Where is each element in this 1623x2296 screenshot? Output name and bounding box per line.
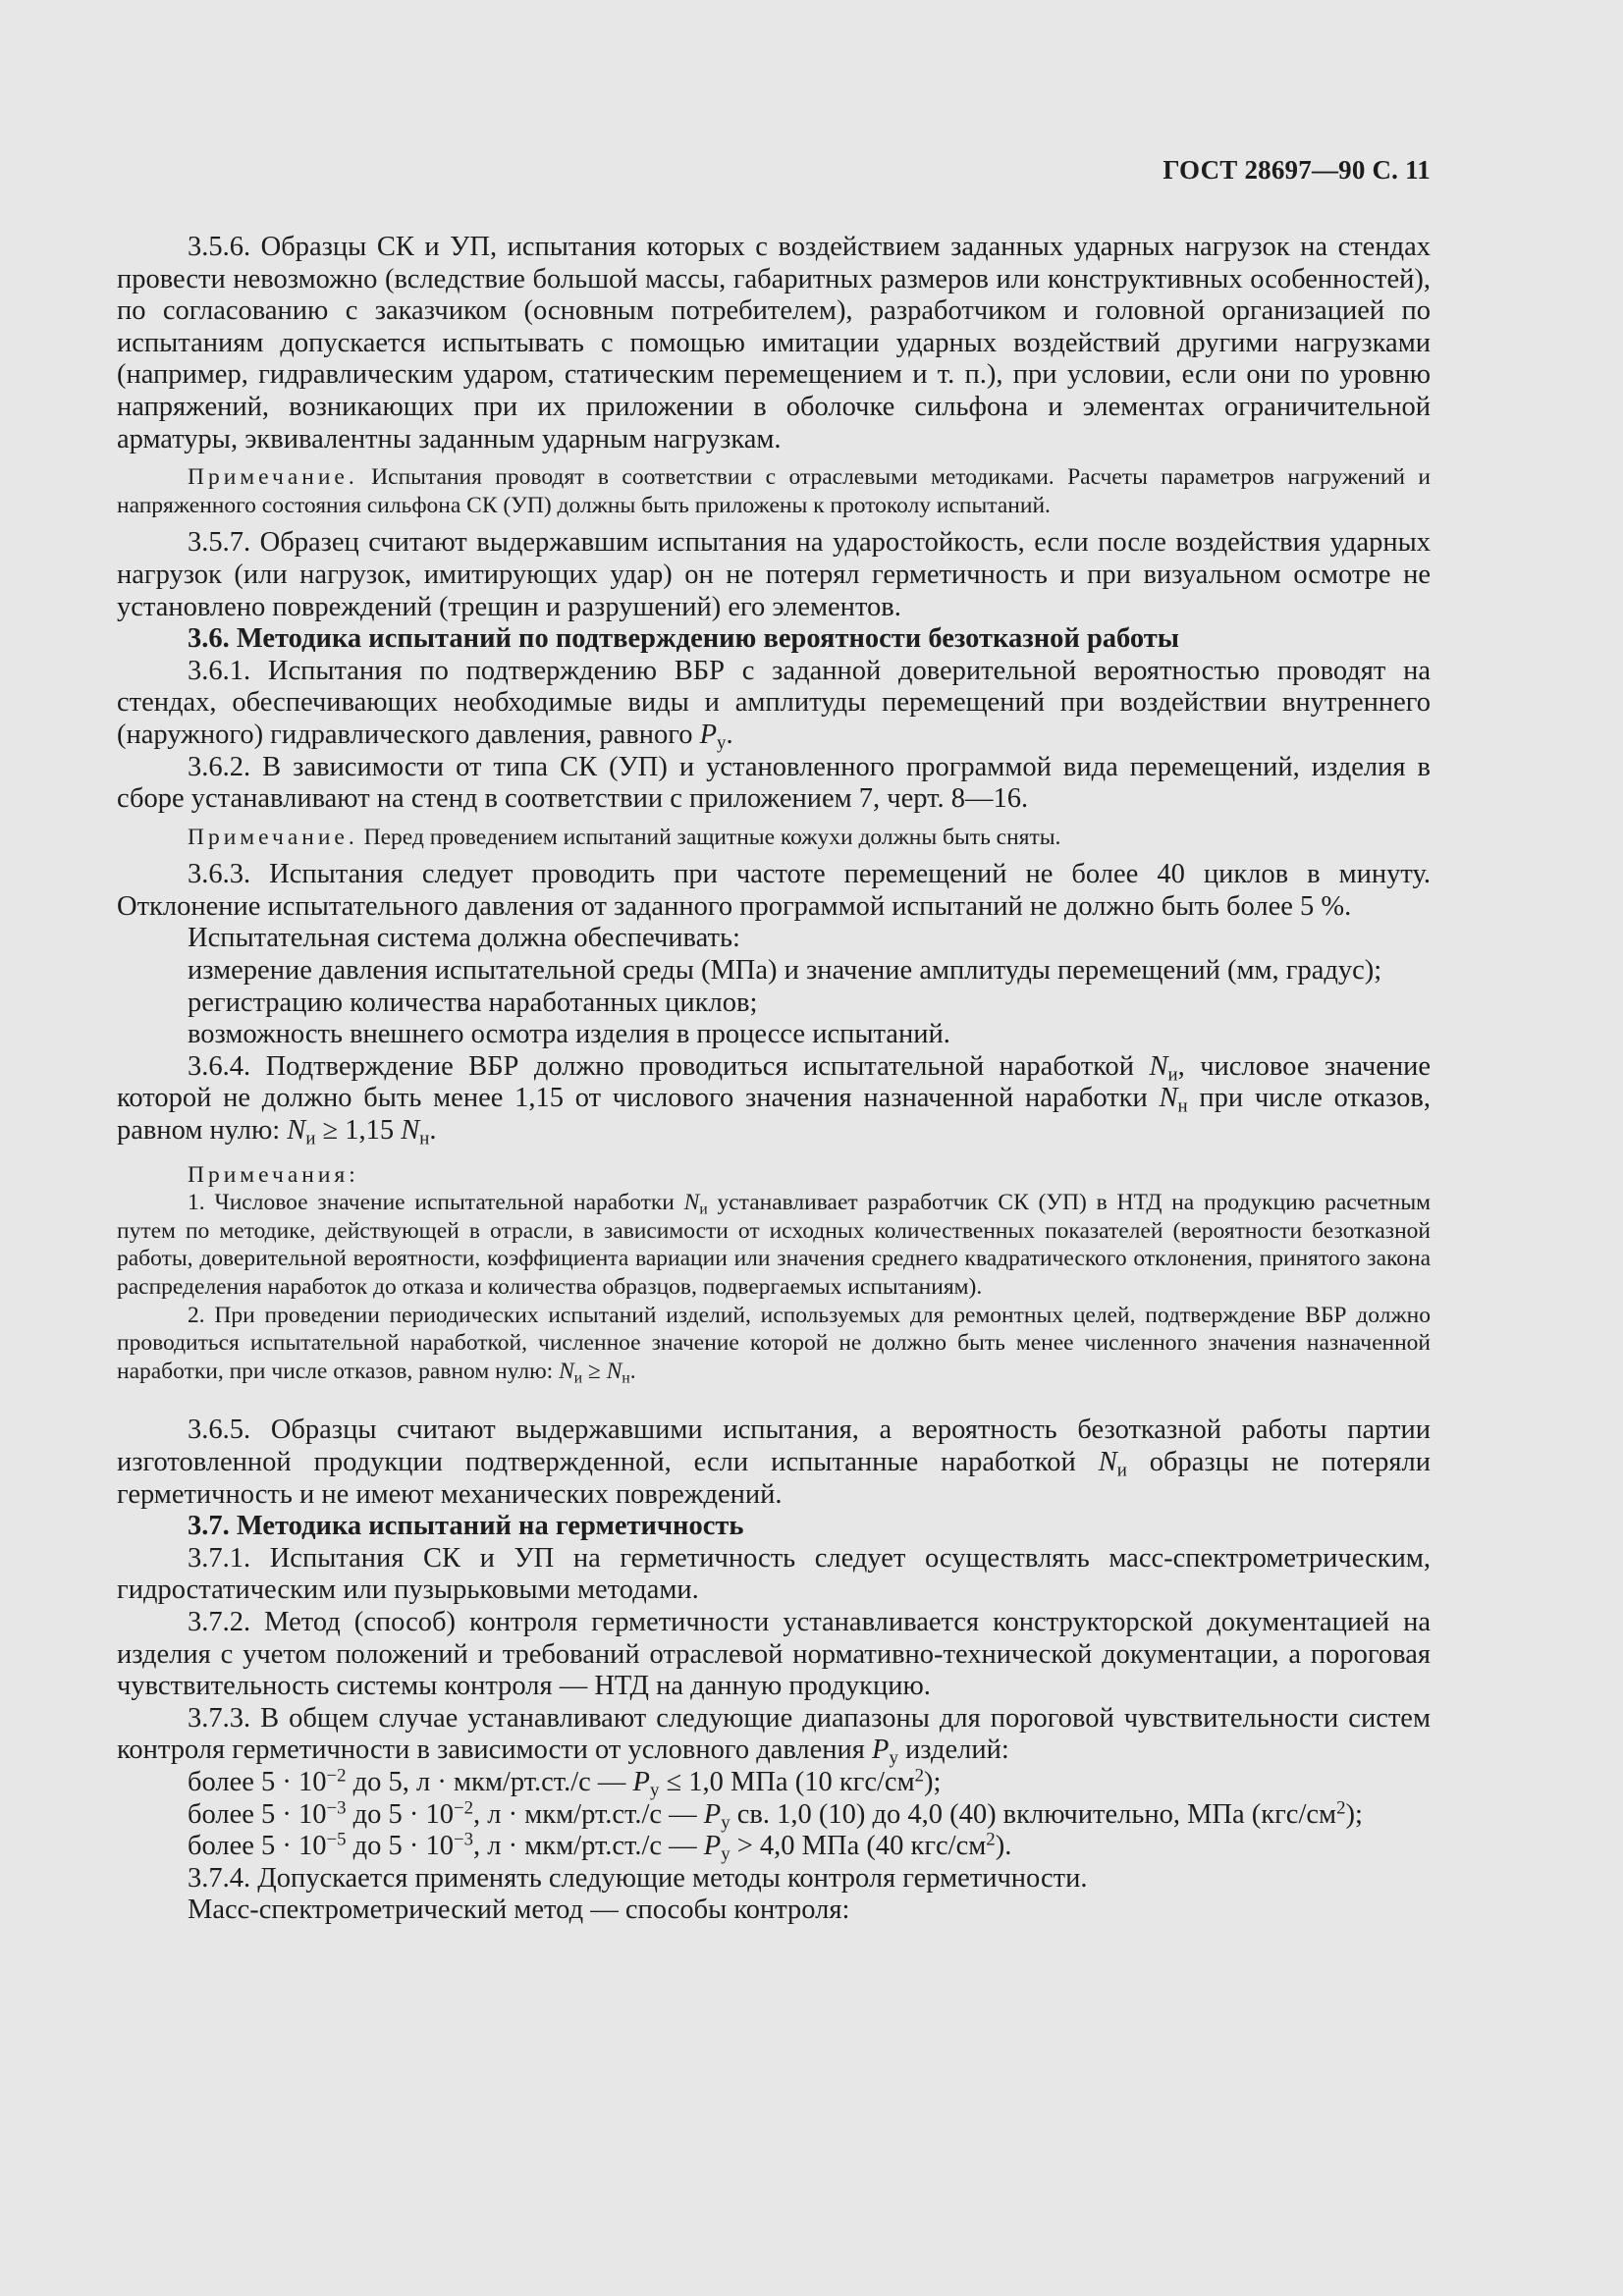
note-text: Испытания проводят в соответствии с отраслевыми методиками. Расчеты параметров нагружений и напряженного состояния сильфона СК (УП) должны быть приложены к протоколу испытаний. [117,464,1431,518]
note-3-5-6 [117,463,1431,519]
paragraph-3-5-7: 3.5.7. Образец считают выдержавшим испытания на ударостойкость, если после воздействия ударных нагрузок (или нагрузок, имитирующих удар) он не потерял герметичность и при визуальном осмотре не установлено повреждений (трещин и разрушений) его элементов. [117,527,1431,622]
note-text: 2. При проведении периодических испытаний изделий, используемых для ремонтных целей, подтверждение ВБР должно проводиться испытательной наработкой, численное значение которой не должно быть менее численного значения назначенной наработки, при числе отказов, равном нулю: [117,1302,1431,1384]
note-label: Примечание. [188,824,358,850]
range-text: до 5 · 10 [346,1798,455,1830]
symbol-N: N [559,1358,574,1384]
range-text: до 5, л · мкм/рт.ст./с — [346,1766,633,1797]
range-2 [117,1799,1431,1832]
section-heading-3-7: 3.7. Методика испытаний на герметичность [188,1511,744,1542]
paragraph-3-6-4: 3.6.4. Подтверждение ВБР должно проводиться испытательной наработкой $N_и$, числовое значение которой не должно быть менее 1,15 от числового значения назначенной наработки $N_н$ при числе отказов, равном нулю: $N_и \ge 1,15$ $N_н$. [117,1050,1432,1149]
exponent: 2 [1336,1797,1346,1819]
paragraph-3-6-1: 3.6.1. Испытания по подтверждению ВБР с заданной доверительной вероятностью проводят на стендах, обеспечивающих необходимые виды и амплитуды перемещений при воздействии внутреннего (наружного) гидравлического давления, равного $P_у$. [117,655,1431,754]
subscript-i: и [573,1369,583,1387]
subscript-y: у [717,732,727,754]
subscript-n: н [622,1369,630,1387]
paragraph-3-6-2: 3.6.2. В зависимости от типа СК (УП) и установленного программой вида перемещений, изделия в сборе устанавливают на стенд в соответствии с приложением 7, черт. 8—16. [117,751,1431,815]
subscript-n: н [419,1128,430,1149]
subscript-y: у [889,1747,898,1769]
range-text: ). [995,1831,1012,1862]
symbol-N: N [606,1358,622,1384]
paragraph-3-7-1: 3.7.1. Испытания СК и УП на герметичность следует осуществлять масс-спектрометрическим, гидростатическим или пузырьковыми методами. [117,1542,1431,1606]
subscript-y: у [721,1843,730,1865]
exponent: 2 [914,1765,925,1787]
subscript-i: и [1167,1064,1178,1086]
paragraph-3-5-6: 3.5.6. Образцы СК и УП, испытания которых с воздействием заданных ударных нагрузок на стендах провести невозможно (вследствие большой массы, габаритных размеров или конструктивных особенностей), по согласованию с заказчиком (основным потребителем), разработчиком и головной организацией по испытаниям допускается испытывать с помощью имитации ударных воздействий другими нагрузками (например, гидравлическим ударом, статическим перемещением и т. п.), при условии, если они по уровню напряжений, возникающих при их приложении в оболочке сильфона и элементах ограничительной арматуры, эквивалентны заданным ударным нагрузкам. [117,232,1431,454]
exponent: 2 [986,1829,996,1850]
symbol-P: P [699,719,718,750]
symbol-P: P [703,1798,722,1830]
paragraph-measure: измерение давления испытательной среды (МПа) и значение амплитуды перемещений (мм, градус); [188,955,1382,987]
symbol-N: N [1159,1083,1178,1114]
symbol-N: N [1149,1050,1168,1082]
range-3 [117,1831,1431,1863]
exponent: −3 [454,1829,474,1850]
exponent: −2 [454,1797,474,1819]
paragraph-text: 3.6.5. Образцы считают выдержавшими испытания, а вероятность безотказной работы партии изготовленной продукции подтвержденной, если испытанные наработкой [117,1415,1431,1477]
note-text: ≥ [582,1358,607,1384]
symbol-N: N [683,1190,700,1216]
range-text: св. 1,0 (10) до 4,0 (40) включительно, МПа (кгс/см [730,1798,1337,1830]
range-text: ); [924,1766,942,1797]
subscript-i: и [699,1201,708,1218]
paragraph-text: 3.6.4. Подтверждение ВБР должно проводиться испытательной наработкой [188,1050,1135,1082]
paragraph-system: Испытательная система должна обеспечивать: [188,923,740,954]
range-text: > 4,0 МПа (40 кгс/см [730,1831,987,1862]
note-3-6-2 [117,824,1431,852]
paragraph-3-7-3 [117,1703,1431,1767]
note-text: Перед проведением испытаний защитные кожухи должны быть сняты. [357,824,1061,850]
paragraph-text: изделий: [897,1735,1009,1766]
range-text: более 5 · 10 [188,1766,327,1797]
symbol-P: P [632,1766,650,1797]
range-text: до 5 · 10 [346,1831,455,1862]
page-content [117,232,1431,1927]
note-text: 1. Числовое значение испытательной наработки [188,1190,675,1216]
subscript-y: у [721,1812,730,1834]
symbol-N: N [1098,1446,1117,1477]
exponent: −5 [326,1829,347,1850]
symbol-P: P [872,1735,890,1766]
paragraph-3-7-2: 3.7.2. Метод (способ) контроля герметичности устанавливается конструкторской документацией на изделия с учетом положений и требований отраслевой нормативно-технической документации, а пороговая чувствительность системы контроля — НТД на данную продукцию. [117,1606,1431,1702]
paragraph-3-6-3: 3.6.3. Испытания следует проводить при частоте перемещений не более 40 циклов в минуту. Отклонение испытательного давления от заданного программой испытаний не должно быть более 5 %. [117,859,1431,922]
exponent: −2 [326,1765,347,1787]
range-text: более 5 · 10 [188,1798,327,1830]
paragraph-visual: возможность внешнего осмотра изделия в процессе испытаний. [188,1019,950,1050]
range-text: ); [1345,1798,1363,1830]
page-header: ГОСТ 28697—90 С. 11 [1163,155,1431,185]
paragraph-text: , числовое значение которой не должно быть менее 1,15 от числового значения назначенной наработки [117,1050,1432,1114]
section-heading-3-6: 3.6. Методика испытаний по подтверждению вероятности безотказной работы [188,623,1180,655]
paragraph-mass-spectrometric: Масс-спектрометрический метод — способы контроля: [188,1895,850,1926]
notes-label [117,1161,1431,1190]
range-text: ≤ 1,0 МПа (10 кгс/см [659,1766,915,1797]
symbol-N: N [287,1115,306,1147]
subscript-i: и [305,1128,316,1149]
paragraph-3-7-4: 3.7.4. Допускается применять следующие методы контроля герметичности. [188,1862,1088,1894]
paragraph-register: регистрацию количества наработанных циклов; [188,987,758,1018]
range-text: более 5 · 10 [188,1831,327,1862]
paragraph-text: образцы не потеряли герметичность и не имеют механических повреждений. [117,1446,1431,1510]
note-text: устанавливает разработчик СК (УП) в НТД на продукцию расчетным путем по методике, действующей в отрасли, в зависимости от исходных количественных показателей (вероятности безотказной работы, доверительной вероятности, коэффициента вариации или значения среднего квадратического отклонения, принятого закона распределения наработок до отказа и количества образцов, подвергаемых испытаниям). [117,1190,1431,1300]
notes-label-text: Примечания: [188,1161,359,1188]
paragraph-text: ≥ 1,15 [315,1115,402,1147]
subscript-i: и [1116,1460,1127,1481]
paragraph-text: 3.7.3. В общем случае устанавливают следующие диапазоны для пороговой чувствительности систем контроля герметичности в зависимости от условного давления [117,1702,1431,1766]
range-1 [117,1767,1431,1799]
note-item-1 [117,1189,1431,1301]
symbol-P: P [703,1831,722,1862]
note-item-2: 2. При проведении периодических испытаний изделий, используемых для ремонтных целей, подтверждение ВБР должно проводиться испытательной наработкой, численное значение которой не должно быть менее численного значения назначенной наработки, при числе отказов, равном нулю: $N_и \ge N_н$. [117,1302,1431,1387]
range-text: , л · мкм/рт.ст./с — [473,1831,704,1862]
symbol-N: N [401,1115,420,1147]
paragraph-text: 3.6.1. Испытания по подтверждению ВБР с заданной доверительной вероятностью проводят на стендах, обеспечивающих необходимые виды и амплитуды перемещений при воздействии внутреннего (наружного) гидравлического давления, равного [117,655,1431,750]
note-label: Примечание. [188,464,358,491]
subscript-n: н [1177,1096,1188,1118]
range-text: , л · мкм/рт.ст./с — [473,1798,704,1830]
exponent: −3 [326,1797,347,1819]
paragraph-text: при числе отказов, равном нулю: [117,1083,1431,1147]
paragraph-3-6-5 [117,1415,1431,1511]
subscript-y: у [649,1780,660,1801]
